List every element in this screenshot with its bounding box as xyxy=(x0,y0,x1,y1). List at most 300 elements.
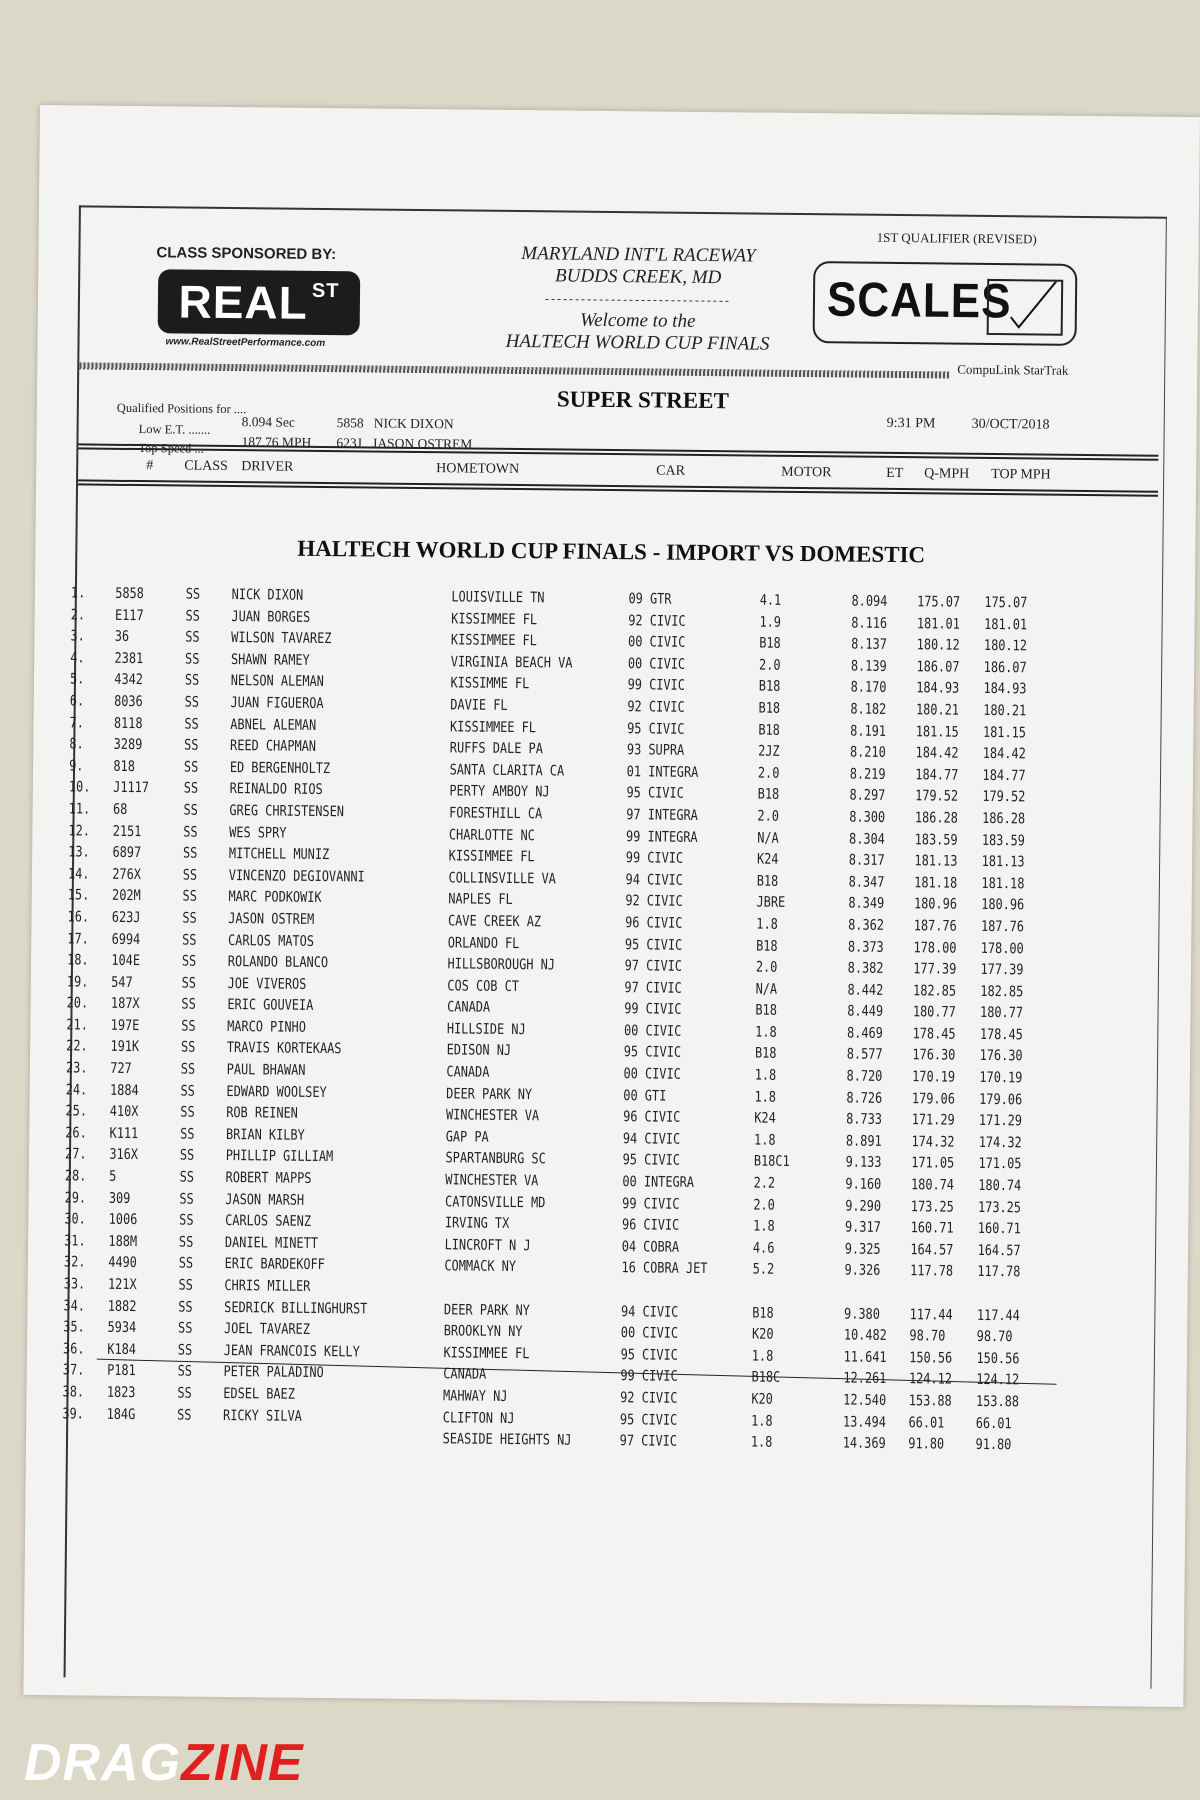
cell-home: COLLINSVILLE VA xyxy=(448,870,556,888)
cell-home: FORESTHILL CA xyxy=(449,805,543,823)
cell-cls: SS xyxy=(184,672,200,690)
scales-logo xyxy=(813,261,1078,346)
cell-pos: 4. xyxy=(70,650,85,667)
cell-pos: 24. xyxy=(65,1081,88,1099)
cell-motor: 1.9 xyxy=(759,614,782,631)
cell-et: 12.540 xyxy=(843,1392,887,1409)
cell-home: CANADA xyxy=(446,1064,490,1081)
cell-motor: 1.8 xyxy=(755,1024,777,1041)
cell-car: 04 COBRA xyxy=(621,1238,680,1256)
cell-driver: BRIAN KILBY xyxy=(225,1126,305,1144)
cell-driver: CHRIS MILLER xyxy=(224,1277,311,1295)
cell-pos: 11. xyxy=(68,801,91,818)
cell-num: 184G xyxy=(106,1406,136,1423)
cell-driver: ROB REINEN xyxy=(226,1105,298,1123)
cell-car: 16 COBRA JET xyxy=(621,1260,708,1278)
cell-home: IRVING TX xyxy=(444,1215,510,1233)
cell-motor: 4.6 xyxy=(752,1240,775,1257)
cell-car: 95 CIVIC xyxy=(623,1044,682,1062)
cell-top: 171.29 xyxy=(978,1113,1023,1130)
cell-qmph: 183.59 xyxy=(914,831,958,849)
cell-et: 8.210 xyxy=(849,744,886,762)
cell-pos: 14. xyxy=(67,866,90,883)
cell-car: 95 CIVIC xyxy=(627,720,685,738)
cell-pos: 17. xyxy=(67,930,89,948)
cell-home: SPARTANBURG SC xyxy=(445,1150,546,1168)
cell-pos: 36. xyxy=(62,1341,85,1358)
cell-top: 181.01 xyxy=(984,616,1028,633)
cell-motor: 2.2 xyxy=(753,1175,776,1192)
cell-et: 8.577 xyxy=(846,1046,883,1064)
cell-et: 8.469 xyxy=(846,1025,883,1042)
results-sheet xyxy=(23,105,1200,1707)
cell-car: 97 CIVIC xyxy=(619,1433,678,1450)
cell-top: 183.59 xyxy=(981,832,1025,849)
cell-num: 818 xyxy=(113,758,136,775)
cell-qmph: 171.29 xyxy=(911,1112,955,1129)
cell-driver: CARLOS SAENZ xyxy=(225,1213,312,1231)
cell-num: 104E xyxy=(111,952,141,970)
cell-home: CATONSVILLE MD xyxy=(445,1193,546,1211)
cell-home: LOUISVILLE TN xyxy=(451,589,545,607)
cell-top: 171.05 xyxy=(978,1156,1022,1173)
cell-top: 180.74 xyxy=(978,1177,1022,1195)
cell-home: KISSIMMEE FL xyxy=(451,610,538,628)
cell-car: 00 CIVIC xyxy=(623,1023,682,1040)
cell-pos: 20. xyxy=(66,995,89,1012)
cell-top: 173.25 xyxy=(977,1199,1022,1216)
cell-home: KISSIMME FL xyxy=(450,675,530,693)
cell-pos: 28. xyxy=(64,1168,87,1185)
cell-home: NAPLES FL xyxy=(448,891,513,909)
cell-motor: B18 xyxy=(754,1046,777,1063)
cell-et: 9.380 xyxy=(844,1306,880,1323)
cell-motor: K24 xyxy=(756,851,779,868)
cell-qmph: 184.77 xyxy=(915,766,959,784)
cell-top: 187.76 xyxy=(980,918,1025,936)
cell-num: 1882 xyxy=(107,1298,137,1315)
cell-pos: 2. xyxy=(70,606,86,624)
cell-motor: N/A xyxy=(755,981,778,998)
cell-num: J1117 xyxy=(113,780,150,797)
cell-num: 188M xyxy=(108,1233,138,1250)
cell-car: 99 CIVIC xyxy=(624,1001,682,1019)
cell-motor: B18 xyxy=(752,1305,774,1322)
cell-car: 92 CIVIC xyxy=(627,699,685,716)
cell-driver: ERIC BARDEKOFF xyxy=(224,1256,325,1274)
cell-driver: NELSON ALEMAN xyxy=(230,673,324,691)
cell-cls: SS xyxy=(183,824,198,841)
cell-num: 8118 xyxy=(113,715,143,732)
cell-driver: JASON MARSH xyxy=(225,1191,305,1209)
cell-driver: DANIEL MINETT xyxy=(224,1234,319,1252)
cell-car: 00 GTI xyxy=(623,1087,667,1105)
cell-home: HILLSBOROUGH NJ xyxy=(447,956,556,974)
cell-qmph: 117.44 xyxy=(909,1306,953,1324)
cell-qmph: 184.42 xyxy=(915,745,959,762)
cell-top: 174.32 xyxy=(978,1134,1022,1152)
cell-motor: B18 xyxy=(759,635,781,652)
cell-car: 01 INTEGRA xyxy=(626,763,699,781)
cell-home: CANADA xyxy=(447,999,491,1017)
dragzine-watermark xyxy=(24,1733,304,1793)
cell-home: GAP PA xyxy=(445,1129,489,1146)
cell-driver: MARC PODKOWIK xyxy=(228,889,322,907)
cell-qmph: 187.76 xyxy=(913,918,957,935)
cell-home: CANADA xyxy=(443,1366,487,1384)
cell-et: 8.347 xyxy=(848,874,885,891)
cell-driver: CARLOS MATOS xyxy=(227,932,315,950)
cell-top: 150.56 xyxy=(976,1350,1020,1368)
cell-driver: SHAWN RAMEY xyxy=(230,651,310,669)
cell-qmph: 177.39 xyxy=(913,961,957,978)
cell-motor: B18 xyxy=(757,786,780,804)
cell-top: 179.52 xyxy=(982,789,1026,806)
low-et-label: Low E.T. ....... xyxy=(138,422,211,437)
cell-car: 95 CIVIC xyxy=(619,1411,678,1429)
cell-pos: 31. xyxy=(64,1233,86,1250)
cell-cls: SS xyxy=(179,1191,194,1208)
cell-driver: EDSEL BAEZ xyxy=(223,1385,295,1403)
cell-num: 2151 xyxy=(112,823,142,840)
qualified-label: Qualified Positions for .... xyxy=(116,400,247,417)
cell-car: 00 INTEGRA xyxy=(622,1174,695,1191)
cell-top: 98.70 xyxy=(976,1329,1013,1346)
cell-driver: RICKY SILVA xyxy=(223,1407,302,1425)
cell-qmph: 175.07 xyxy=(917,594,961,611)
cell-pos: 8. xyxy=(69,736,84,753)
cell-pos: 22. xyxy=(66,1038,88,1056)
logo-url: www.RealStreetPerformance.com xyxy=(165,336,326,349)
cell-motor: 2JZ xyxy=(758,743,780,760)
cell-et: 11.641 xyxy=(843,1349,887,1366)
cell-qmph: 186.28 xyxy=(914,810,958,827)
column-header-class: CLASS xyxy=(184,458,228,474)
column-header-num: # xyxy=(146,458,154,474)
cell-top: 153.88 xyxy=(975,1393,1020,1411)
cell-motor: 4.1 xyxy=(759,592,782,609)
cell-num: 623J xyxy=(111,909,141,927)
cell-qmph: 180.96 xyxy=(913,896,958,913)
cell-driver: JOE VIVEROS xyxy=(227,975,307,993)
cell-cls: SS xyxy=(177,1407,192,1424)
cell-cls: SS xyxy=(178,1277,193,1294)
cell-et: 12.261 xyxy=(843,1370,887,1388)
cell-num: P181 xyxy=(107,1363,136,1380)
cell-car: 95 CIVIC xyxy=(626,785,684,803)
cell-car: 99 CIVIC xyxy=(620,1368,678,1386)
cell-et: 8.297 xyxy=(849,787,886,805)
cell-driver: MITCHELL MUNIZ xyxy=(228,846,330,864)
cell-car: 99 CIVIC xyxy=(622,1195,680,1213)
cell-top: 177.39 xyxy=(980,961,1024,979)
cell-et: 8.382 xyxy=(847,960,884,977)
cell-home: HILLSIDE NJ xyxy=(446,1021,526,1039)
cell-et: 13.494 xyxy=(842,1414,887,1431)
cell-num: 5858 xyxy=(115,585,144,603)
cell-et: 8.300 xyxy=(849,809,886,826)
cell-home: PERTY AMBOY NJ xyxy=(449,783,550,801)
cell-car: 97 INTEGRA xyxy=(626,807,698,824)
cell-top: 184.42 xyxy=(982,746,1026,763)
cell-top: 175.07 xyxy=(984,594,1028,612)
cell-motor: B18C1 xyxy=(753,1153,790,1171)
cell-pos: 39. xyxy=(62,1405,84,1423)
cell-qmph: 178.00 xyxy=(913,939,957,957)
cell-driver: TRAVIS KORTEKAAS xyxy=(226,1040,342,1058)
cell-cls: SS xyxy=(181,1018,196,1035)
cell-pos: 9. xyxy=(69,758,84,775)
cell-et: 14.369 xyxy=(842,1435,886,1453)
cell-pos: 33. xyxy=(63,1276,86,1293)
cell-num: 5 xyxy=(109,1168,117,1185)
cell-num: 276X xyxy=(112,866,142,883)
cell-cls: SS xyxy=(182,867,198,884)
cell-qmph: 171.05 xyxy=(911,1155,955,1173)
cell-qmph: 182.85 xyxy=(913,982,957,1000)
cell-car: 99 INTEGRA xyxy=(625,828,698,846)
column-header-qmph: Q-MPH xyxy=(924,466,970,482)
cell-home: LINCROFT N J xyxy=(444,1237,531,1255)
cell-cls: SS xyxy=(183,780,199,798)
cell-motor: B18 xyxy=(758,722,780,739)
cell-driver: NICK DIXON xyxy=(231,587,304,604)
cell-et: 8.219 xyxy=(849,766,886,783)
cell-cls: SS xyxy=(185,629,200,646)
logo-text: REAL xyxy=(178,275,309,329)
cell-car: 99 CIVIC xyxy=(625,850,684,867)
cell-cls: SS xyxy=(177,1385,192,1402)
cell-top: 180.96 xyxy=(981,897,1025,914)
cell-top: 181.13 xyxy=(981,854,1025,871)
cell-pos: 23. xyxy=(65,1060,88,1077)
cell-motor: 2.0 xyxy=(753,1197,775,1214)
cell-qmph: 153.88 xyxy=(908,1393,952,1410)
cell-car: 94 CIVIC xyxy=(622,1131,681,1148)
cell-et: 8.191 xyxy=(850,723,887,740)
cell-driver: JASON OSTREM xyxy=(228,910,315,928)
cell-et: 9.133 xyxy=(845,1154,882,1172)
cell-qmph: 174.32 xyxy=(911,1134,955,1151)
cell-pos: 26. xyxy=(65,1125,87,1142)
cell-num: 36 xyxy=(114,629,130,646)
cell-et: 8.170 xyxy=(850,679,887,697)
cell-motor: B18C xyxy=(751,1369,781,1387)
cell-motor: 2.0 xyxy=(757,765,780,782)
cell-car: 09 GTR xyxy=(628,591,672,608)
cell-driver: JUAN FIGUEROA xyxy=(230,694,324,712)
cell-motor: K24 xyxy=(754,1110,776,1128)
cell-driver: WES SPRY xyxy=(229,824,287,842)
cell-pos: 10. xyxy=(68,779,91,796)
cell-qmph: 180.74 xyxy=(910,1177,955,1194)
cell-home: MAHWAY NJ xyxy=(442,1388,508,1405)
checkmark-icon xyxy=(987,279,1064,336)
cell-motor: K20 xyxy=(751,1326,774,1343)
column-header-car: CAR xyxy=(656,463,686,479)
cell-et: 9.325 xyxy=(844,1241,881,1258)
cell-driver: WILSON TAVAREZ xyxy=(231,630,332,648)
cell-et: 8.373 xyxy=(847,939,884,956)
cell-pos: 25. xyxy=(65,1103,88,1120)
cell-car: 95 CIVIC xyxy=(620,1346,678,1364)
cell-et: 9.326 xyxy=(844,1262,881,1280)
track-divider: ------------------------------- xyxy=(544,291,732,308)
cell-pos: 27. xyxy=(65,1146,87,1163)
cell-car: 00 CIVIC xyxy=(627,655,686,673)
cell-et: 8.094 xyxy=(851,593,888,610)
cell-num: 4342 xyxy=(114,672,144,689)
cell-motor: B18 xyxy=(756,938,778,955)
cell-motor: 2.0 xyxy=(757,808,780,825)
cell-car: 00 CIVIC xyxy=(623,1066,681,1083)
cell-qmph: 181.18 xyxy=(914,874,958,892)
low-et-value: 8.094 Sec xyxy=(241,414,296,430)
cell-motor: 1.8 xyxy=(753,1132,776,1149)
cell-et: 9.317 xyxy=(844,1219,881,1237)
cell-top: 186.28 xyxy=(982,810,1026,828)
cell-num: 1006 xyxy=(108,1211,138,1229)
cell-num: 191K xyxy=(110,1039,140,1056)
cell-cls: SS xyxy=(185,586,201,603)
cell-et: 8.362 xyxy=(848,917,885,934)
cell-driver: PAUL BHAWAN xyxy=(226,1062,306,1079)
cell-motor: 1.8 xyxy=(751,1348,774,1365)
cell-motor: B18 xyxy=(755,1002,778,1020)
cell-motor: B18 xyxy=(756,873,779,890)
cell-et: 8.139 xyxy=(850,658,887,675)
cell-driver: EDWARD WOOLSEY xyxy=(226,1083,327,1101)
cell-top: 164.57 xyxy=(977,1242,1021,1260)
cell-motor: 1.8 xyxy=(754,1089,777,1106)
cell-home: KISSIMMEE FL xyxy=(449,718,537,736)
cell-et: 8.442 xyxy=(847,982,884,999)
cell-num: 3289 xyxy=(113,736,143,754)
cell-home: CLIFTON NJ xyxy=(442,1409,515,1427)
column-header-driver: DRIVER xyxy=(241,459,294,475)
cell-num: 187X xyxy=(110,996,140,1013)
cell-qmph: 184.93 xyxy=(916,680,960,698)
cell-driver: MARCO PINHO xyxy=(227,1018,306,1036)
cell-qmph: 173.25 xyxy=(910,1198,954,1216)
cell-cls: SS xyxy=(179,1147,195,1165)
cell-home: CHARLOTTE NC xyxy=(448,826,535,844)
top-speed-value: 187.76 MPH xyxy=(241,434,312,450)
cell-driver: REINALDO RIOS xyxy=(229,781,323,799)
cell-pos: 32. xyxy=(63,1254,86,1271)
cell-top: 124.12 xyxy=(976,1372,1020,1389)
column-header-et: ET xyxy=(886,465,904,482)
cell-driver: SEDRICK BILLINGHURST xyxy=(224,1299,368,1318)
column-header-top-mph: TOP MPH xyxy=(991,466,1051,483)
cell-motor: B18 xyxy=(758,700,781,717)
cell-cls: SS xyxy=(182,845,198,862)
cell-cls: SS xyxy=(183,759,199,776)
cell-home: RUFFS DALE PA xyxy=(449,740,543,758)
cell-top: 179.06 xyxy=(979,1091,1023,1108)
cell-car: 95 CIVIC xyxy=(624,936,683,954)
cell-driver: GREG CHRISTENSEN xyxy=(229,802,345,821)
track-name: MARYLAND INT'L RACEWAY xyxy=(521,243,756,267)
cell-num: 6897 xyxy=(112,844,142,862)
cell-motor: 2.0 xyxy=(758,657,781,674)
cell-cls: SS xyxy=(180,1104,195,1121)
cell-pos: 37. xyxy=(62,1362,85,1379)
cell-motor: K20 xyxy=(751,1391,773,1408)
cell-qmph: 178.45 xyxy=(912,1026,956,1043)
cell-cls: SS xyxy=(177,1363,193,1381)
cell-top: 178.45 xyxy=(979,1026,1023,1044)
cell-pos: 3. xyxy=(70,628,85,645)
cell-driver: JOEL TAVAREZ xyxy=(223,1321,310,1339)
cell-top: 186.07 xyxy=(983,659,1027,677)
cell-top: 178.00 xyxy=(980,940,1024,957)
cell-qmph: 98.70 xyxy=(909,1328,946,1345)
cell-cls: SS xyxy=(181,975,197,992)
cell-cls: SS xyxy=(179,1212,194,1229)
cell-driver: JUAN BORGES xyxy=(231,608,311,626)
cell-home: COS COB CT xyxy=(447,978,520,995)
cell-car: 97 CIVIC xyxy=(624,979,682,997)
cell-et: 8.137 xyxy=(851,636,887,654)
cell-pos: 35. xyxy=(63,1319,85,1336)
cell-cls: SS xyxy=(180,1083,195,1100)
cell-num: 1823 xyxy=(106,1384,136,1402)
class-title: SUPER STREET xyxy=(556,386,729,414)
cell-et: 8.720 xyxy=(846,1068,883,1085)
cell-cls: SS xyxy=(181,953,197,970)
cell-qmph: 117.78 xyxy=(910,1263,954,1281)
cell-car: 92 CIVIC xyxy=(625,893,683,911)
cell-car: 93 SUPRA xyxy=(626,742,685,759)
cell-cls: SS xyxy=(183,802,198,819)
cell-cls: SS xyxy=(179,1169,195,1186)
report-date: 30/OCT/2018 xyxy=(971,416,1050,433)
cell-home: KISSIMMEE FL xyxy=(450,632,537,650)
top-speed-label: Top Speed ... xyxy=(138,441,204,456)
cell-num: 309 xyxy=(108,1190,131,1207)
cell-pos: 21. xyxy=(66,1017,89,1034)
cell-et: 8.182 xyxy=(850,701,887,718)
cell-et: 8.726 xyxy=(846,1090,883,1107)
cell-num: K184 xyxy=(107,1341,137,1358)
cell-top: 117.44 xyxy=(976,1307,1020,1324)
cell-cls: SS xyxy=(184,651,200,668)
cell-home: DEER PARK NY xyxy=(443,1301,530,1319)
cell-qmph: 181.15 xyxy=(915,723,959,741)
cell-num: E117 xyxy=(114,607,144,624)
cell-top: 181.15 xyxy=(982,724,1027,741)
cell-top: 66.01 xyxy=(975,1415,1012,1432)
cell-num: 6994 xyxy=(111,931,141,948)
cell-et: 9.290 xyxy=(845,1198,882,1215)
cell-cls: SS xyxy=(182,910,197,927)
cell-top: 160.71 xyxy=(977,1221,1021,1238)
cell-car: 92 CIVIC xyxy=(628,612,686,630)
cell-et: 8.891 xyxy=(845,1133,882,1150)
event-title: HALTECH WORLD CUP FINALS - IMPORT VS DOMESTIC xyxy=(297,535,926,568)
compulink-label: CompuLink StarTrak xyxy=(957,361,1069,378)
cell-num: 316X xyxy=(109,1147,139,1164)
cell-motor: 5.2 xyxy=(752,1261,775,1279)
column-header-motor: MOTOR xyxy=(781,464,832,481)
cell-et: 8.449 xyxy=(847,1003,884,1021)
cell-top: 184.93 xyxy=(983,681,1027,698)
cell-num: 4490 xyxy=(108,1255,137,1272)
scales-text: SCALES xyxy=(826,272,1012,329)
results-table xyxy=(26,585,1195,1461)
cell-car: 95 CIVIC xyxy=(622,1152,681,1170)
